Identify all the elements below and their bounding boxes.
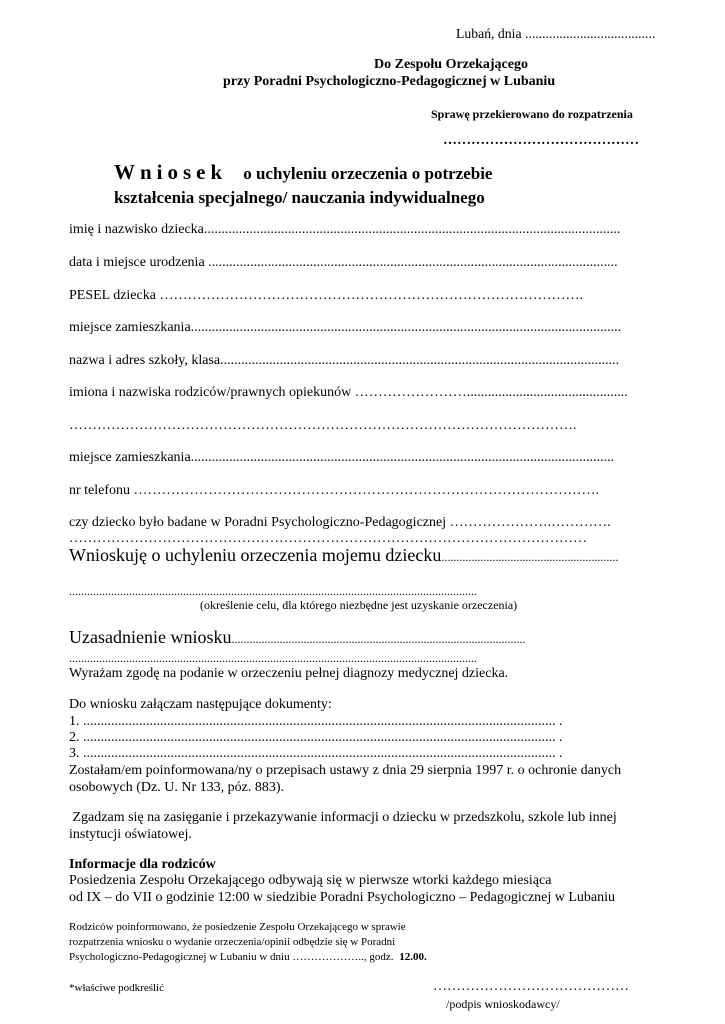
request-line — [69, 545, 618, 566]
title-word: Wniosek — [114, 160, 228, 184]
request-label-dots: ........................................................... — [441, 550, 619, 564]
field-child-name: imię i nazwisko dziecka....................................................................................................................... — [69, 222, 621, 237]
field-residence: miejsce zamieszkania........................................................................................................................... — [69, 320, 622, 335]
request-note: (określenie celu, dla którego niezbędne jest uzyskanie orzeczenia) — [200, 598, 518, 612]
attachments-intro: Do wniosku załączam następujące dokumenty: — [69, 697, 332, 712]
justification-label-dots: .................................................................................................. — [231, 632, 526, 646]
informed-law-line-1: Zostałam/em poinformowana/ny o przepisach ustawy z dnia 29 sierpnia 1997 r. o ochronie danych — [69, 763, 622, 778]
field-parents-residence: miejsce zamieszkania......................................................................................................................... — [69, 450, 615, 465]
notice-line-3 — [69, 951, 427, 963]
footnote: *właściwe podkreślić — [69, 982, 164, 994]
field-school: nazwa i adres szkoły, klasa.................................................................................................................. — [69, 353, 620, 368]
notice-line-3-prefix: Psychologiczno-Pedagogicznej w Lubaniu w dniu ……………….., godz. — [69, 951, 394, 963]
justification-label: Uzasadnienie wniosku — [69, 627, 232, 647]
field-parents-names: imiona i nazwiska rodziców/prawnych opiekunów …………………….............................................. — [69, 385, 628, 400]
addressee-line-1: Do Zespołu Orzekającego — [374, 57, 528, 72]
title-rest-line1: o uchyleniu orzeczenia o potrzebie — [243, 164, 493, 183]
request-dots-line: ........................................................................................................................................ — [69, 584, 477, 598]
consent-info-line-2: instytucji oświatowej. — [69, 827, 192, 842]
field-parents-continued: ………………………………………………………………………………………………. — [69, 418, 577, 433]
attachment-item-3: 3. ....................................................................................................................................... . — [69, 746, 563, 761]
informed-law-line-2: osobowych (Dz. U. Nr 133, póz. 883). — [69, 780, 285, 795]
justification-line — [69, 627, 525, 648]
dotted-line: ………………………………………………………………………………………………… — [69, 531, 587, 546]
parents-info-heading: Informacje dla rodziców — [69, 857, 216, 872]
request-label: Wnioskuję o uchyleniu orzeczenia mojemu dziecku — [69, 545, 442, 565]
consent-medical: Wyrażam zgodę na podanie w orzeczeniu pełnej diagnozy medycznej dziecka. — [69, 666, 509, 681]
justification-dots-line: ........................................................................................................................................ — [69, 651, 477, 665]
place-date-line: Lubań, dnia ...................................... — [456, 27, 656, 42]
document-title — [114, 160, 492, 185]
redirect-dots: …………………………………… — [443, 133, 639, 148]
attachment-item-1: 1. ....................................................................................................................................... . — [69, 714, 563, 729]
title-line2: kształcenia specjalnego/ nauczania indywidualnego — [114, 188, 485, 207]
notice-time: 12.00. — [399, 951, 427, 963]
attachment-item-2: 2. ....................................................................................................................................... . — [69, 730, 563, 745]
signature-dots: …………………………………… — [433, 979, 629, 994]
field-phone: nr telefonu ………………………………………………………………………………………. — [69, 483, 600, 498]
parents-info-line-2: od IX – do VII o godzinie 12:00 w siedzibie Poradni Psychologiczno – Pedagogicznej w Lubaniu — [69, 890, 616, 905]
notice-line-2: rozpatrzenia wniosku o wydanie orzeczenia/opinii odbędzie się w Poradni — [69, 936, 396, 948]
signature-label: /podpis wnioskodawcy/ — [446, 997, 560, 1011]
field-pesel: PESEL dziecka ………………………………………………………………………………. — [69, 288, 583, 303]
consent-info-line-1: Zgadzam się na zasięganie i przekazywanie informacji o dziecku w przedszkolu, szkole lub innej — [69, 810, 617, 825]
addressee-line-2: przy Poradni Psychologiczno-Pedagogicznej w Lubaniu — [223, 74, 556, 89]
notice-line-1: Rodziców poinformowano, że posiedzenie Zespołu Orzekającego w sprawie — [69, 921, 406, 933]
redirect-label: Sprawę przekierowano do rozpatrzenia — [431, 107, 633, 121]
parents-info-line-1: Posiedzenia Zespołu Orzekającego odbywają się w pierwsze wtorki każdego miesiąca — [69, 873, 552, 888]
field-examined-before: czy dziecko było badane w Poradni Psychologiczno-Pedagogicznej ………………….…………. — [69, 515, 611, 530]
field-birth-date-place: data i miejsce urodzenia ..................................................................................................................... — [69, 255, 618, 270]
